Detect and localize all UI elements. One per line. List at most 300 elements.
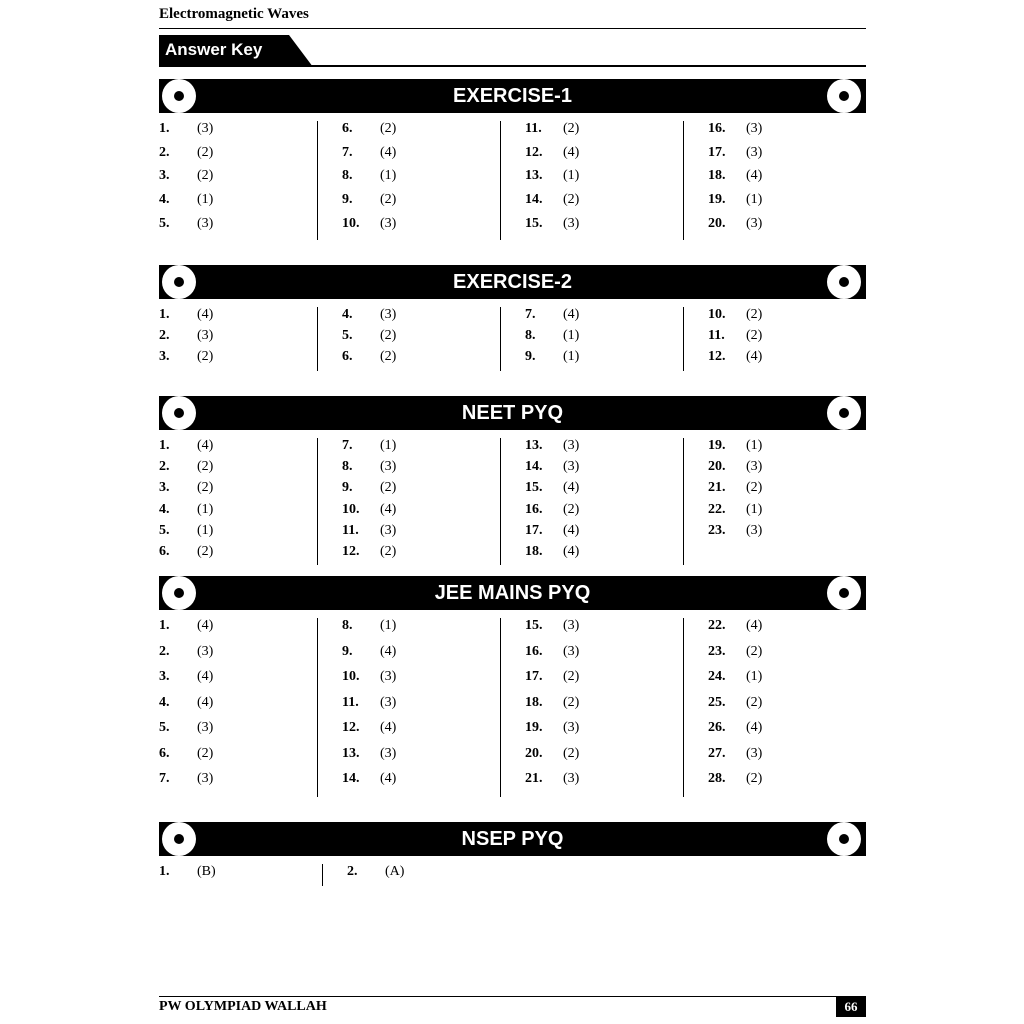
answer-row bbox=[342, 544, 500, 565]
answer-column bbox=[500, 307, 683, 371]
answer-row bbox=[342, 121, 500, 145]
answer-section bbox=[159, 576, 866, 797]
answer-column bbox=[317, 618, 500, 797]
answer-row bbox=[708, 438, 866, 459]
answer-row bbox=[708, 480, 866, 501]
answer-column bbox=[500, 121, 683, 240]
answer-option: (1) bbox=[563, 168, 580, 184]
question-number: 4. bbox=[342, 307, 353, 322]
question-number: 22. bbox=[708, 618, 726, 633]
answer-option: (3) bbox=[563, 459, 580, 475]
answer-option: (1) bbox=[380, 168, 397, 184]
header-rule bbox=[159, 28, 866, 29]
answer-column bbox=[317, 121, 500, 240]
answer-option: (2) bbox=[563, 501, 580, 517]
answer-row bbox=[525, 618, 683, 644]
answer-row bbox=[708, 771, 866, 797]
question-number: 5. bbox=[159, 215, 170, 231]
question-number: 12. bbox=[342, 720, 360, 735]
section-banner bbox=[159, 79, 866, 113]
answer-option: (3) bbox=[197, 215, 214, 231]
question-number: 11. bbox=[342, 694, 359, 710]
answer-row bbox=[708, 523, 866, 544]
answer-option: (2) bbox=[197, 168, 214, 184]
footer-publisher: PW OLYMPIAD WALLAH bbox=[159, 999, 327, 1014]
answer-section bbox=[159, 265, 866, 371]
answer-option: (1) bbox=[746, 438, 763, 453]
answer-option: (4) bbox=[746, 168, 763, 184]
answer-row bbox=[525, 459, 683, 480]
answer-row bbox=[708, 746, 866, 772]
answer-option: (2) bbox=[380, 480, 397, 496]
section-banner bbox=[159, 396, 866, 430]
answer-option: (3) bbox=[380, 745, 397, 761]
question-number: 7. bbox=[525, 307, 536, 322]
question-number: 16. bbox=[708, 121, 726, 136]
answer-row bbox=[525, 771, 683, 797]
section-title: NEET PYQ bbox=[461, 402, 564, 424]
answer-option: (4) bbox=[563, 522, 580, 538]
answer-row bbox=[708, 328, 866, 349]
answer-column bbox=[159, 121, 317, 240]
answer-option: (1) bbox=[746, 669, 763, 684]
answer-option: (4) bbox=[563, 480, 580, 496]
question-number: 3. bbox=[159, 168, 170, 184]
answer-column bbox=[500, 618, 683, 797]
banner-disc-icon bbox=[827, 822, 861, 856]
answer-columns bbox=[159, 618, 866, 797]
answer-row bbox=[342, 618, 500, 644]
question-number: 1. bbox=[159, 121, 170, 136]
answer-row bbox=[525, 121, 683, 145]
answer-row bbox=[708, 349, 866, 370]
answer-option: (3) bbox=[563, 643, 580, 659]
question-number: 26. bbox=[708, 720, 726, 735]
answer-column bbox=[683, 121, 866, 240]
answer-option: (2) bbox=[563, 745, 580, 761]
question-number: 6. bbox=[342, 121, 353, 136]
answer-option: (4) bbox=[380, 643, 397, 659]
question-number: 27. bbox=[708, 745, 726, 761]
question-number: 12. bbox=[708, 349, 726, 365]
question-number: 4. bbox=[159, 192, 170, 208]
answer-row bbox=[342, 192, 500, 216]
answer-key-label: Answer Key bbox=[165, 40, 263, 59]
question-number: 24. bbox=[708, 669, 726, 684]
answer-row bbox=[525, 307, 683, 328]
question-number: 14. bbox=[342, 771, 360, 786]
answer-row bbox=[342, 480, 500, 501]
answer-row bbox=[525, 438, 683, 459]
answer-option: (3) bbox=[746, 215, 763, 231]
answer-option: (3) bbox=[197, 328, 214, 344]
answer-row bbox=[159, 502, 317, 523]
answer-key-heading bbox=[159, 35, 866, 67]
answer-row bbox=[159, 145, 317, 169]
answer-option: (4) bbox=[197, 438, 214, 453]
page-number: 66 bbox=[836, 997, 866, 1017]
banner-disc-icon bbox=[827, 576, 861, 610]
answer-option: (2) bbox=[197, 480, 214, 496]
answer-column bbox=[317, 307, 500, 371]
answer-row bbox=[347, 864, 510, 886]
question-number: 1. bbox=[159, 618, 170, 633]
answer-row bbox=[342, 720, 500, 746]
section-title: EXERCISE-1 bbox=[453, 85, 572, 107]
question-number: 2. bbox=[347, 864, 358, 879]
answer-option: (2) bbox=[197, 349, 214, 365]
answer-row bbox=[159, 328, 317, 349]
question-number: 2. bbox=[159, 144, 170, 160]
question-number: 17. bbox=[525, 669, 543, 684]
question-number: 25. bbox=[708, 694, 726, 710]
question-number: 20. bbox=[525, 745, 543, 761]
answer-option: (2) bbox=[197, 459, 214, 475]
question-number: 6. bbox=[342, 349, 353, 365]
answer-row bbox=[342, 349, 500, 370]
question-number: 15. bbox=[525, 480, 543, 496]
answer-row bbox=[525, 644, 683, 670]
answer-row bbox=[342, 328, 500, 349]
question-number: 9. bbox=[525, 349, 536, 365]
question-number: 17. bbox=[708, 144, 726, 160]
answer-option: (2) bbox=[746, 328, 763, 344]
answer-option: (3) bbox=[380, 694, 397, 710]
answer-row bbox=[159, 307, 317, 328]
question-number: 2. bbox=[159, 643, 170, 659]
answer-row bbox=[159, 480, 317, 501]
answer-row bbox=[159, 121, 317, 145]
question-number: 7. bbox=[159, 771, 170, 786]
answer-row bbox=[525, 669, 683, 695]
answer-column bbox=[683, 438, 866, 565]
answer-row bbox=[525, 720, 683, 746]
answer-option: (2) bbox=[563, 192, 580, 208]
answer-row bbox=[159, 720, 317, 746]
answer-option: (3) bbox=[746, 522, 763, 538]
question-number: 8. bbox=[342, 459, 353, 475]
question-number: 7. bbox=[342, 438, 353, 453]
answer-section bbox=[159, 396, 866, 565]
answer-column bbox=[500, 438, 683, 565]
answer-row bbox=[525, 328, 683, 349]
answer-row bbox=[159, 459, 317, 480]
answer-column bbox=[159, 864, 322, 886]
answer-option: (2) bbox=[197, 745, 214, 761]
answer-option: (A) bbox=[385, 864, 405, 879]
answer-column bbox=[322, 864, 510, 886]
answer-option: (3) bbox=[746, 459, 763, 475]
question-number: 17. bbox=[525, 522, 543, 538]
answer-row bbox=[708, 669, 866, 695]
answer-row bbox=[708, 618, 866, 644]
answer-row bbox=[342, 644, 500, 670]
answer-row bbox=[342, 168, 500, 192]
answer-option: (3) bbox=[197, 121, 214, 136]
question-number: 3. bbox=[159, 349, 170, 365]
answer-column bbox=[683, 618, 866, 797]
answer-option: (2) bbox=[746, 307, 763, 322]
answer-option: (3) bbox=[563, 618, 580, 633]
question-number: 18. bbox=[525, 543, 543, 559]
question-number: 20. bbox=[708, 215, 726, 231]
answer-row bbox=[342, 216, 500, 240]
answer-option: (2) bbox=[746, 480, 763, 496]
question-number: 11. bbox=[342, 522, 359, 538]
question-number: 20. bbox=[708, 459, 726, 475]
answer-row bbox=[342, 669, 500, 695]
answer-option: (1) bbox=[563, 349, 580, 365]
answer-option: (3) bbox=[563, 215, 580, 231]
answer-option: (4) bbox=[197, 307, 214, 322]
question-number: 5. bbox=[159, 720, 170, 735]
answer-row bbox=[159, 618, 317, 644]
answer-row bbox=[342, 523, 500, 544]
answer-row bbox=[159, 864, 322, 886]
banner-disc-icon bbox=[827, 396, 861, 430]
answer-option: (2) bbox=[380, 328, 397, 344]
footer-rule bbox=[159, 996, 866, 997]
question-number: 16. bbox=[525, 643, 543, 659]
question-number: 7. bbox=[342, 144, 353, 160]
question-number: 10. bbox=[342, 501, 360, 517]
question-number: 22. bbox=[708, 501, 726, 517]
answer-row bbox=[342, 746, 500, 772]
answer-row bbox=[159, 192, 317, 216]
answer-option: (3) bbox=[380, 522, 397, 538]
answer-option: (1) bbox=[746, 501, 763, 517]
answer-columns bbox=[159, 121, 866, 240]
question-number: 21. bbox=[525, 771, 543, 786]
answer-row bbox=[708, 121, 866, 145]
answer-row bbox=[525, 216, 683, 240]
answer-option: (4) bbox=[197, 618, 214, 633]
answer-column bbox=[159, 307, 317, 371]
question-number: 4. bbox=[159, 501, 170, 517]
answer-option: (4) bbox=[380, 720, 397, 735]
answer-row bbox=[342, 438, 500, 459]
answer-row bbox=[525, 746, 683, 772]
answer-option: (2) bbox=[380, 192, 397, 208]
answer-columns bbox=[159, 864, 866, 886]
question-number: 9. bbox=[342, 643, 353, 659]
section-title: EXERCISE-2 bbox=[453, 271, 572, 293]
question-number: 10. bbox=[708, 307, 726, 322]
answer-row bbox=[159, 216, 317, 240]
answer-option: (1) bbox=[197, 522, 214, 538]
answer-row bbox=[708, 216, 866, 240]
answer-option: (2) bbox=[746, 694, 763, 710]
answer-option: (4) bbox=[746, 618, 763, 633]
answer-option: (3) bbox=[746, 745, 763, 761]
question-number: 11. bbox=[525, 121, 542, 136]
answer-option: (3) bbox=[746, 121, 763, 136]
question-number: 3. bbox=[159, 669, 170, 684]
answer-option: (1) bbox=[746, 192, 763, 208]
answer-option: (2) bbox=[746, 771, 763, 786]
question-number: 11. bbox=[708, 328, 725, 344]
answer-option: (3) bbox=[563, 720, 580, 735]
answer-option: (3) bbox=[563, 438, 580, 453]
section-banner bbox=[159, 576, 866, 610]
answer-option: (4) bbox=[197, 694, 214, 710]
question-number: 18. bbox=[708, 168, 726, 184]
answer-option: (1) bbox=[380, 438, 397, 453]
section-banner bbox=[159, 822, 866, 856]
question-number: 8. bbox=[342, 618, 353, 633]
answer-row bbox=[525, 480, 683, 501]
answer-row bbox=[159, 644, 317, 670]
answer-row bbox=[708, 168, 866, 192]
question-number: 16. bbox=[525, 501, 543, 517]
answer-row bbox=[525, 544, 683, 565]
section-banner bbox=[159, 265, 866, 299]
banner-disc-icon bbox=[827, 265, 861, 299]
question-number: 1. bbox=[159, 438, 170, 453]
answer-row bbox=[708, 644, 866, 670]
answer-option: (B) bbox=[197, 864, 216, 879]
answer-row bbox=[525, 168, 683, 192]
question-number: 14. bbox=[525, 459, 543, 475]
question-number: 23. bbox=[708, 522, 726, 538]
answer-row bbox=[708, 307, 866, 328]
question-number: 4. bbox=[159, 694, 170, 710]
question-number: 28. bbox=[708, 771, 726, 786]
answer-row bbox=[708, 502, 866, 523]
question-number: 12. bbox=[525, 144, 543, 160]
answer-row bbox=[342, 695, 500, 721]
question-number: 19. bbox=[708, 438, 726, 453]
answer-row bbox=[159, 438, 317, 459]
question-number: 21. bbox=[708, 480, 726, 496]
running-head-chapter: Electromagnetic Waves bbox=[159, 6, 309, 22]
answer-option: (4) bbox=[380, 144, 397, 160]
answer-row bbox=[525, 523, 683, 544]
answer-option: (1) bbox=[380, 618, 397, 633]
answer-option: (4) bbox=[563, 543, 580, 559]
question-number: 6. bbox=[159, 543, 170, 559]
question-number: 15. bbox=[525, 618, 543, 633]
answer-option: (3) bbox=[380, 669, 397, 684]
question-number: 10. bbox=[342, 669, 360, 684]
answer-option: (4) bbox=[380, 771, 397, 786]
question-number: 2. bbox=[159, 328, 170, 344]
answer-row bbox=[159, 771, 317, 797]
answer-column bbox=[159, 438, 317, 565]
answer-option: (4) bbox=[563, 144, 580, 160]
answer-row bbox=[708, 145, 866, 169]
answer-option: (4) bbox=[746, 349, 763, 365]
answer-row bbox=[708, 720, 866, 746]
question-number: 12. bbox=[342, 543, 360, 559]
answer-row bbox=[525, 192, 683, 216]
answer-row bbox=[342, 459, 500, 480]
answer-option: (2) bbox=[380, 543, 397, 559]
answer-row bbox=[708, 459, 866, 480]
answer-option: (4) bbox=[746, 720, 763, 735]
question-number: 5. bbox=[159, 522, 170, 538]
question-number: 19. bbox=[525, 720, 543, 735]
answer-row bbox=[708, 695, 866, 721]
answer-option: (3) bbox=[380, 459, 397, 475]
question-number: 13. bbox=[342, 745, 360, 761]
answer-row bbox=[342, 502, 500, 523]
answer-option: (2) bbox=[563, 694, 580, 710]
answer-option: (3) bbox=[746, 144, 763, 160]
answer-row bbox=[159, 695, 317, 721]
question-number: 9. bbox=[342, 192, 353, 208]
answer-row bbox=[525, 695, 683, 721]
answer-row bbox=[525, 349, 683, 370]
answer-option: (2) bbox=[746, 643, 763, 659]
answer-row bbox=[159, 544, 317, 565]
answer-option: (4) bbox=[563, 307, 580, 322]
question-number: 6. bbox=[159, 745, 170, 761]
answer-row bbox=[159, 746, 317, 772]
answer-option: (2) bbox=[563, 121, 580, 136]
answer-row bbox=[159, 523, 317, 544]
answer-column bbox=[683, 307, 866, 371]
answer-option: (3) bbox=[197, 720, 214, 735]
answer-columns bbox=[159, 307, 866, 371]
answer-option: (4) bbox=[197, 669, 214, 684]
answer-option: (4) bbox=[380, 501, 397, 517]
answer-row bbox=[159, 349, 317, 370]
question-number: 10. bbox=[342, 215, 360, 231]
answer-row bbox=[342, 307, 500, 328]
answer-column bbox=[159, 618, 317, 797]
answer-option: (2) bbox=[563, 669, 580, 684]
answer-row bbox=[525, 145, 683, 169]
answer-row bbox=[159, 168, 317, 192]
question-number: 23. bbox=[708, 643, 726, 659]
answer-option: (1) bbox=[197, 192, 214, 208]
answer-option: (3) bbox=[380, 215, 397, 231]
answer-column bbox=[317, 438, 500, 565]
question-number: 2. bbox=[159, 459, 170, 475]
answer-section bbox=[159, 822, 866, 886]
answer-row bbox=[708, 192, 866, 216]
answer-option: (2) bbox=[380, 349, 397, 365]
answer-option: (3) bbox=[563, 771, 580, 786]
question-number: 1. bbox=[159, 864, 170, 879]
question-number: 9. bbox=[342, 480, 353, 496]
answer-option: (2) bbox=[197, 144, 214, 160]
question-number: 15. bbox=[525, 215, 543, 231]
answer-option: (3) bbox=[380, 307, 397, 322]
answer-option: (2) bbox=[380, 121, 397, 136]
answer-option: (3) bbox=[197, 643, 214, 659]
question-number: 14. bbox=[525, 192, 543, 208]
answer-row bbox=[342, 771, 500, 797]
answer-key-rule bbox=[309, 65, 866, 67]
section-title: JEE MAINS PYQ bbox=[434, 582, 591, 604]
answer-columns bbox=[159, 438, 866, 565]
question-number: 3. bbox=[159, 480, 170, 496]
section-title: NSEP PYQ bbox=[461, 828, 564, 850]
answer-section bbox=[159, 79, 866, 240]
answer-option: (1) bbox=[197, 501, 214, 517]
question-number: 1. bbox=[159, 307, 170, 322]
question-number: 8. bbox=[525, 328, 536, 344]
question-number: 19. bbox=[708, 192, 726, 208]
question-number: 13. bbox=[525, 168, 543, 184]
answer-row bbox=[342, 145, 500, 169]
banner-disc-icon bbox=[827, 79, 861, 113]
answer-option: (2) bbox=[197, 543, 214, 559]
question-number: 8. bbox=[342, 168, 353, 184]
answer-row bbox=[159, 669, 317, 695]
